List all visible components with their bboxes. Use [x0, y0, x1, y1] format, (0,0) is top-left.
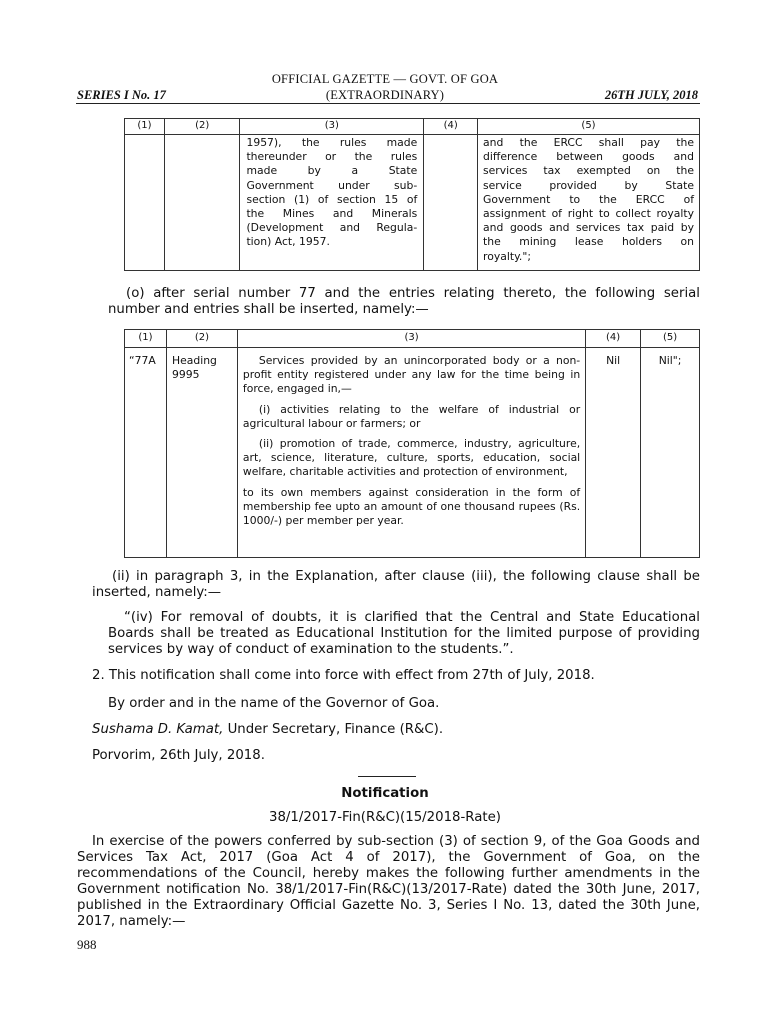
table-row — [125, 348, 700, 558]
cell-rate — [424, 135, 478, 271]
cell-serial: “77A — [125, 348, 167, 558]
description-para: Services provided by an unincorporated body or a non-profit entity registered under any law for the time being in force, engaged in,— — [242, 354, 581, 396]
cell-rate: Nil — [586, 348, 641, 558]
cell-description — [237, 348, 585, 558]
header-rule — [76, 103, 700, 104]
cell-heading — [166, 348, 237, 558]
col-header: (3) — [237, 330, 585, 348]
text-line: Government under sub- — [246, 178, 418, 192]
text-line: tion) Act, 1957. — [246, 235, 330, 249]
cell-heading — [164, 135, 240, 271]
col-header: (5) — [478, 119, 700, 135]
commencement-para: 2. This notification shall come into force with effect from 27th of July, 2018. — [92, 668, 595, 683]
text-line: the Mines and Minerals — [246, 207, 418, 221]
notification-number: 38/1/2017-Fin(R&C)(15/2018-Rate) — [269, 810, 501, 825]
text-line: made by a State — [246, 164, 418, 178]
text-line: service provided by State — [483, 178, 694, 192]
signatory-name: Sushama D. Kamat, — [92, 722, 224, 737]
text-line: and goods and services tax paid by — [483, 221, 694, 235]
notification-title: Notification — [341, 786, 429, 801]
text-line: services tax exempted on the — [483, 164, 694, 178]
col-header: (5) — [641, 330, 700, 348]
text-line: section (1) of section 15 of — [246, 192, 418, 206]
cell-serial — [125, 135, 165, 271]
col-header: (1) — [125, 119, 165, 135]
by-order-line — [108, 696, 700, 712]
text-line: Government to the ERCC of — [483, 192, 694, 206]
heading-label: Heading — [171, 354, 217, 367]
table-header-row — [125, 330, 700, 348]
heading-code: 9995 — [171, 368, 200, 382]
text-line: the mining lease holders on — [483, 235, 694, 249]
text-line: assignment of right to collect royalty — [483, 207, 694, 221]
text-line: and the ERCC shall pay the — [483, 136, 694, 149]
col-header: (2) — [164, 119, 240, 135]
signatory-line — [92, 722, 700, 738]
continued-table — [124, 118, 700, 271]
cell-condition: Nil"; — [641, 348, 700, 558]
text-line: thereunder or the rules — [246, 150, 418, 164]
description-para: to its own members against consideration in the form of membership fee upto an amount of one thousand rupees (Rs. 1000/-) per member per year. — [242, 485, 581, 528]
text-line: (Development and Regula- — [246, 221, 418, 235]
table-row — [125, 135, 700, 271]
section-divider — [358, 776, 416, 777]
by-order-text: By order and in the name of the Governor of Goa. — [108, 696, 440, 711]
cell-description — [240, 135, 424, 271]
description-para: (ii) promotion of trade, commerce, industry, agriculture, art, science, literature, culture, sports, education, social welfare, charitable activities and protection of environment, — [242, 437, 581, 479]
notification-body: In exercise of the powers conferred by sub-section (3) of section 9, of the Goa Goods and Services Tax Act, 2017 (Goa Act 4 of 2017), the Government of Goa, on the recommendations of the Council, hereby makes the following further amendments in the Government notification No. 38/1/2017-Fin(R&C)(13/2017-Rate) dated the 30th June, 2017, published in the Extraordinary Official Gazette No. 3, Series I No. 13, dated the 30th June, 2017, namely:— — [77, 834, 700, 929]
gazette-title: OFFICIAL GAZETTE — GOVT. OF GOA — [271, 72, 499, 86]
series-label: SERIES I No. 17 — [77, 88, 166, 102]
inserted-entries-table — [124, 329, 700, 558]
clause-ii: (ii) in paragraph 3, in the Explanation, after clause (iii), the following clause shall be inserted, namely:— — [92, 569, 700, 600]
signatory-title: Under Secretary, Finance (R&C). — [227, 722, 444, 737]
col-header: (1) — [125, 330, 167, 348]
text-line: difference between goods and — [483, 150, 694, 164]
col-header: (2) — [166, 330, 237, 348]
col-header: (4) — [424, 119, 478, 135]
cell-condition — [478, 135, 700, 271]
col-header: (3) — [240, 119, 424, 135]
table-header-row — [125, 119, 700, 135]
text-line: royalty."; — [483, 249, 531, 263]
place-date: Porvorim, 26th July, 2018. — [92, 748, 265, 763]
clause-iv: “(iv) For removal of doubts, it is clarified that the Central and State Educational Boards shall be treated as Educational Institution for the limited purpose of providing services by way of conduct of examination to the students.”. — [108, 610, 700, 657]
text-line: 1957), the rules made — [246, 136, 418, 149]
col-header: (4) — [586, 330, 641, 348]
page-number: 988 — [77, 937, 97, 952]
description-para: (i) activities relating to the welfare of industrial or agricultural labour or farmers; or — [242, 402, 581, 430]
issue-date: 26TH JULY, 2018 — [604, 88, 698, 102]
gazette-subtitle: (EXTRAORDINARY) — [325, 88, 445, 102]
clause-o: (o) after serial number 77 and the entries relating thereto, the following serial number and entries shall be inserted, namely:— — [108, 286, 700, 317]
